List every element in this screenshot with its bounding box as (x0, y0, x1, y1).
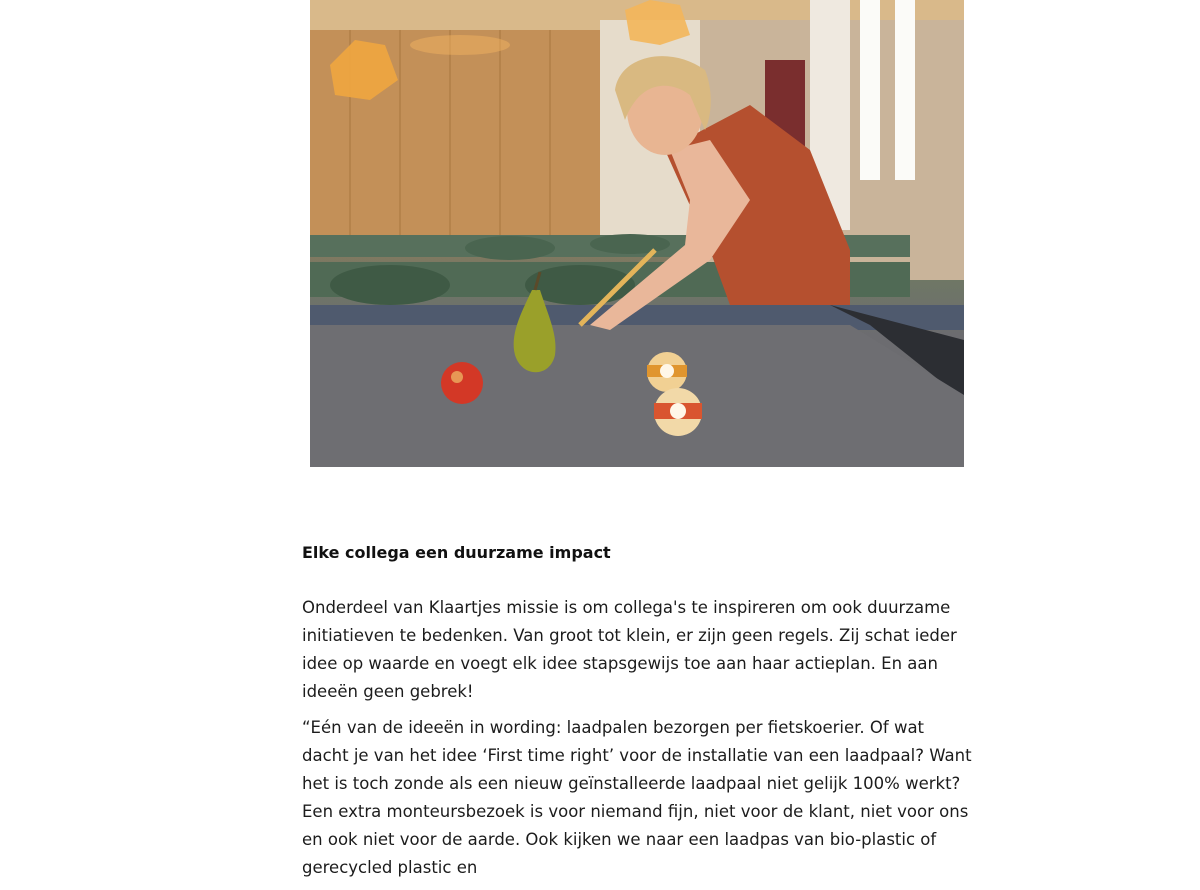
section-heading: Elke collega een duurzame impact (302, 543, 611, 562)
article-paragraph: “Eén van de ideeën in wording: laadpalen bezorgen per fietskoerier. Of wat dacht je van het idee ‘First time right’ voor de installatie van een laadpaal? Want het is toch zonde als een nieuw geïnstalleerde laadpaal niet gelijk 100% werkt? Een extra monteursbezoek is voor niemand fijn, niet voor de klant, niet voor ons en ook niet voor de aarde. Ook kijken we naar een laadpas van bio-plastic of gerecycled plastic en (302, 718, 972, 877)
billiards-photo-illustration (310, 0, 964, 467)
article-paragraph: Onderdeel van Klaartjes missie is om collega's te inspireren om ook duurzame initiatieven te bedenken. Van groot tot klein, er zijn geen regels. Zij schat ieder idee op waarde en voegt elk idee stapsgewijs toe aan haar actieplan. En aan ideeën geen gebrek! (302, 598, 957, 701)
article-hero-image (310, 0, 964, 467)
article-body (302, 540, 972, 890)
